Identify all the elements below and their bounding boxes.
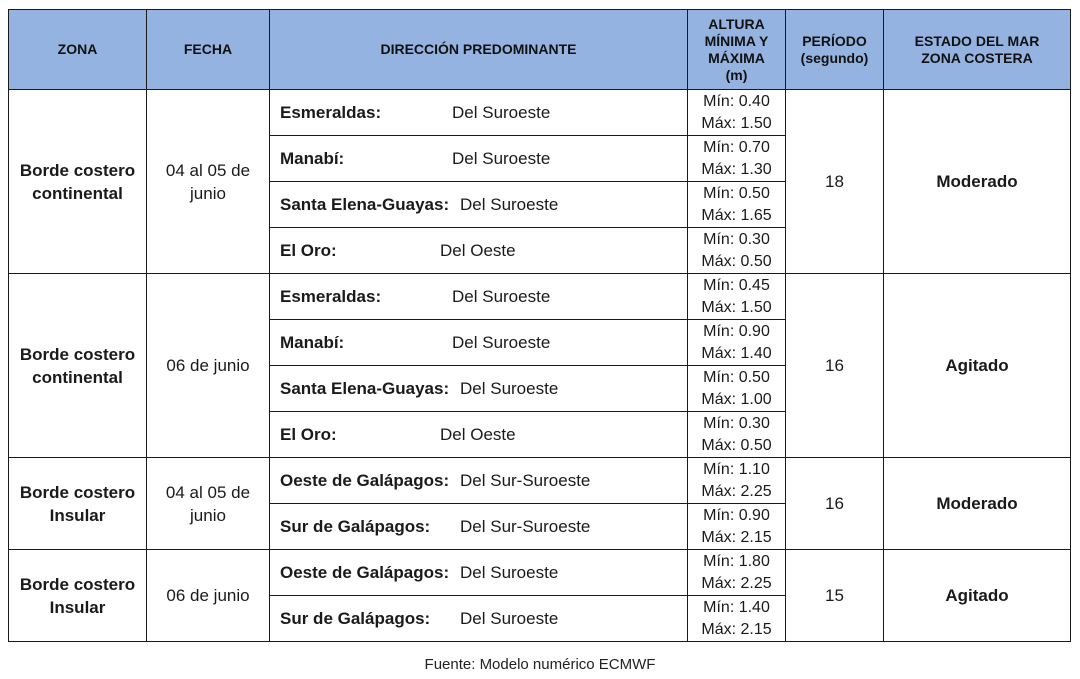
fecha-cell — [147, 90, 270, 274]
altura-min: Mín: 1.10 — [703, 460, 770, 478]
altura-cell — [688, 366, 786, 412]
header-altura-line: MÁXIMA — [708, 49, 765, 66]
zona-line: Borde costero — [19, 482, 136, 502]
direccion-cell — [270, 504, 688, 550]
zona-line: Borde costero — [19, 574, 136, 594]
altura-max: Máx: 2.15 — [701, 528, 772, 546]
altura-min: Mín: 0.45 — [703, 276, 770, 294]
direccion-cell — [270, 412, 688, 458]
table-body — [9, 90, 1071, 642]
periodo-cell: 15 — [786, 550, 884, 642]
altura-max: Máx: 0.50 — [701, 436, 772, 454]
direction-value: Del Suroeste — [460, 562, 559, 582]
direccion-cell — [270, 90, 688, 136]
header-estado-line: ESTADO DEL MAR — [914, 32, 1040, 49]
altura-cell — [688, 136, 786, 182]
header-direccion: DIRECCIÓN PREDOMINANTE — [270, 10, 688, 90]
direction-value: Del Suroeste — [460, 378, 559, 398]
altura-min: Mín: 1.80 — [703, 552, 770, 570]
direccion-cell — [270, 136, 688, 182]
direccion-cell — [270, 274, 688, 320]
header-altura-line: (m) — [725, 66, 748, 83]
zona-cell — [9, 550, 147, 642]
direction-value: Del Oeste — [440, 240, 516, 260]
zona-line: Borde costero — [19, 344, 136, 364]
zona-line: continental — [32, 183, 123, 203]
altura-max: Máx: 1.40 — [701, 344, 772, 362]
place-label: El Oro: — [280, 424, 337, 444]
header-periodo-line: (segundo) — [800, 49, 869, 66]
altura-min: Mín: 0.30 — [703, 414, 770, 432]
altura-min: Mín: 0.50 — [703, 184, 770, 202]
altura-cell — [688, 320, 786, 366]
estado-cell: Moderado — [884, 458, 1071, 550]
direction-value: Del Suroeste — [452, 286, 551, 306]
altura-min: Mín: 0.70 — [703, 138, 770, 156]
altura-cell — [688, 458, 786, 504]
altura-cell — [688, 596, 786, 642]
direction-value: Del Oeste — [440, 424, 516, 444]
fecha-line: junio — [190, 505, 226, 525]
direccion-cell — [270, 366, 688, 412]
header-altura-line: MÍNIMA Y — [704, 32, 769, 49]
wave-forecast-table — [8, 9, 1071, 642]
header-altura — [688, 10, 786, 90]
zona-line: continental — [32, 367, 123, 387]
direction-value: Del Suroeste — [452, 332, 551, 352]
place-label: Santa Elena-Guayas: — [280, 378, 450, 398]
zona-line: Insular — [49, 597, 106, 617]
direction-value: Del Suroeste — [460, 608, 559, 628]
altura-cell — [688, 550, 786, 596]
table-row — [9, 458, 1071, 504]
fecha-cell — [147, 274, 270, 458]
place-label: El Oro: — [280, 240, 337, 260]
direccion-cell — [270, 320, 688, 366]
altura-min: Mín: 0.90 — [703, 506, 770, 524]
estado-cell: Agitado — [884, 274, 1071, 458]
direction-value: Del Suroeste — [452, 148, 551, 168]
altura-min: Mín: 0.30 — [703, 230, 770, 248]
direction-value: Del Suroeste — [452, 102, 551, 122]
altura-max: Máx: 2.25 — [701, 574, 772, 592]
altura-min: Mín: 0.40 — [703, 92, 770, 110]
direccion-cell — [270, 228, 688, 274]
place-label: Esmeraldas: — [280, 102, 382, 122]
altura-min: Mín: 1.40 — [703, 598, 770, 616]
altura-max: Máx: 1.30 — [701, 160, 772, 178]
header-fecha: FECHA — [147, 10, 270, 90]
altura-cell — [688, 228, 786, 274]
fecha-line: junio — [190, 183, 226, 203]
direction-value: Del Suroeste — [460, 194, 559, 214]
place-label: Manabí: — [280, 332, 345, 352]
altura-max: Máx: 2.15 — [701, 620, 772, 638]
header-estado — [884, 10, 1071, 90]
periodo-cell: 16 — [786, 274, 884, 458]
direction-value: Del Sur-Suroeste — [460, 470, 591, 490]
place-label: Manabí: — [280, 148, 345, 168]
altura-max: Máx: 0.50 — [701, 252, 772, 270]
place-label: Esmeraldas: — [280, 286, 382, 306]
place-label: Oeste de Galápagos: — [280, 470, 450, 490]
zona-line: Borde costero — [19, 160, 136, 180]
direction-value: Del Sur-Suroeste — [460, 516, 591, 536]
altura-min: Mín: 0.50 — [703, 368, 770, 386]
place-label: Oeste de Galápagos: — [280, 562, 450, 582]
place-label: Santa Elena-Guayas: — [280, 194, 450, 214]
periodo-cell: 16 — [786, 458, 884, 550]
altura-max: Máx: 1.50 — [701, 114, 772, 132]
header-periodo-line: PERÍODO — [802, 32, 867, 49]
header-zona: ZONA — [9, 10, 147, 90]
altura-cell — [688, 90, 786, 136]
zona-cell — [9, 90, 147, 274]
altura-cell — [688, 274, 786, 320]
table-row — [9, 550, 1071, 596]
periodo-cell: 18 — [786, 90, 884, 274]
fecha-line: 06 de junio — [166, 586, 250, 605]
direccion-cell — [270, 458, 688, 504]
altura-cell — [688, 504, 786, 550]
zona-line: Insular — [49, 505, 106, 525]
altura-max: Máx: 2.25 — [701, 482, 772, 500]
altura-cell — [688, 412, 786, 458]
fecha-line: 04 al 05 de — [165, 482, 251, 502]
place-label: Sur de Galápagos: — [280, 608, 431, 628]
header-altura-line: ALTURA — [708, 15, 765, 32]
table-row — [9, 90, 1071, 136]
estado-cell: Moderado — [884, 90, 1071, 274]
header-estado-line: ZONA COSTERA — [921, 49, 1033, 66]
header-periodo — [786, 10, 884, 90]
altura-max: Máx: 1.50 — [701, 298, 772, 316]
table-row — [9, 274, 1071, 320]
altura-max: Máx: 1.65 — [701, 206, 772, 224]
place-label: Sur de Galápagos: — [280, 516, 431, 536]
altura-max: Máx: 1.00 — [701, 390, 772, 408]
direccion-cell — [270, 596, 688, 642]
zona-cell — [9, 274, 147, 458]
altura-cell — [688, 182, 786, 228]
header-row — [9, 10, 1071, 90]
altura-min: Mín: 0.90 — [703, 322, 770, 340]
direccion-cell — [270, 550, 688, 596]
fecha-line: 04 al 05 de — [165, 160, 251, 180]
source-caption: Fuente: Modelo numérico ECMWF — [424, 656, 656, 673]
fecha-cell — [147, 550, 270, 642]
fecha-line: 06 de junio — [166, 356, 250, 375]
direccion-cell — [270, 182, 688, 228]
estado-cell: Agitado — [884, 550, 1071, 642]
zona-cell — [9, 458, 147, 550]
fecha-cell — [147, 458, 270, 550]
